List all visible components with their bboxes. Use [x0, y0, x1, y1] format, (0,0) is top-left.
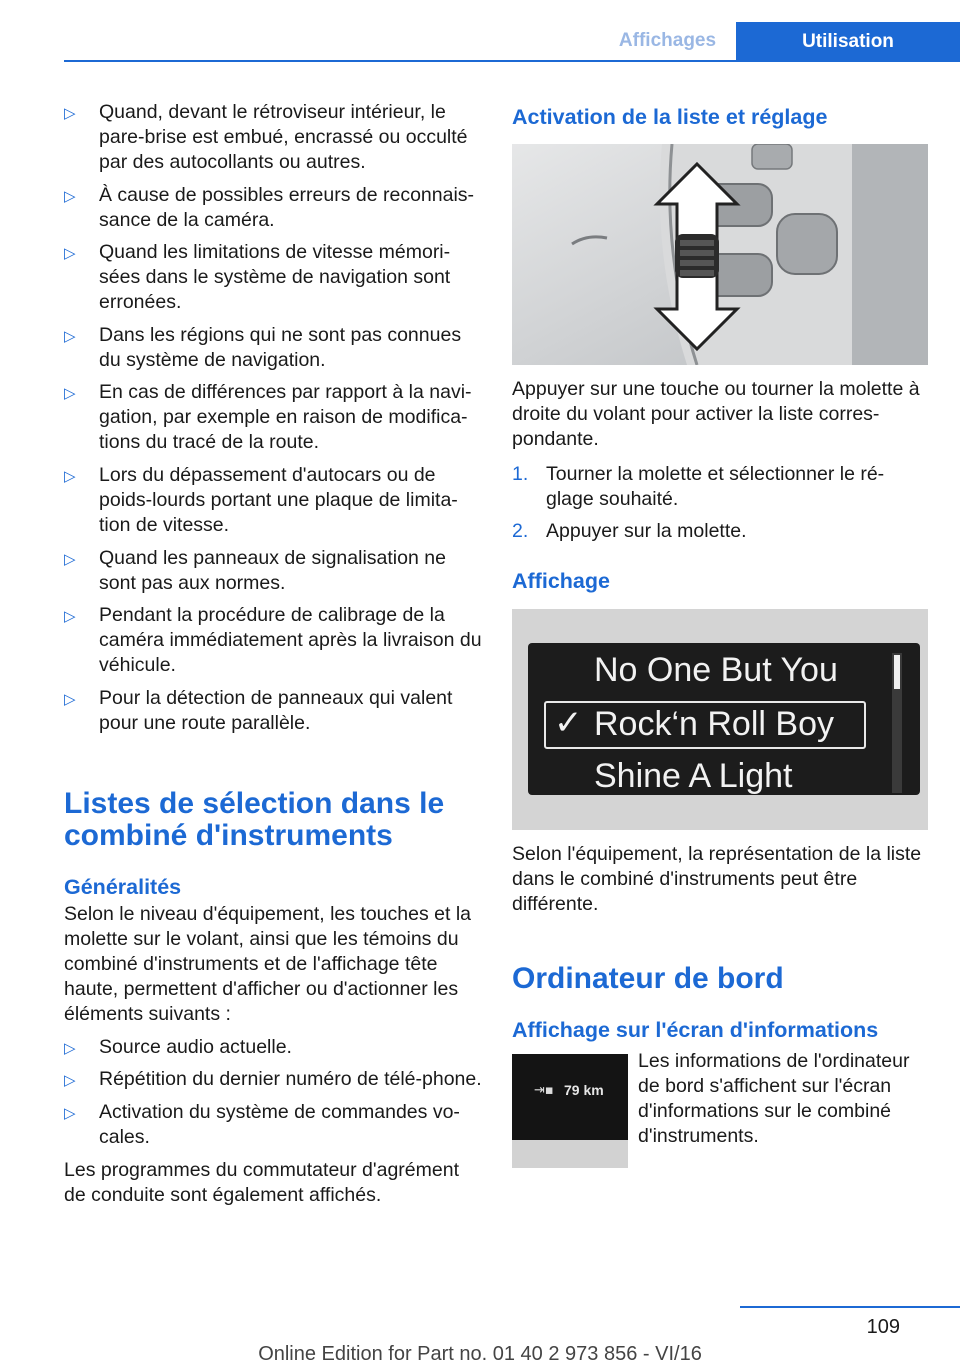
- info-screen-block: [512, 1049, 928, 1169]
- triangle-bullet-icon: ▷: [64, 467, 76, 485]
- triangle-bullet-icon: ▷: [64, 1039, 76, 1057]
- list-item: 1. Tourner la molette et sélectionner le ré-glage souhaité.: [512, 463, 885, 510]
- info-screen-heading: Affichage sur l'écran d'informations: [512, 1018, 879, 1042]
- list-item: ▷ Répétition du dernier numéro de télé-phone.: [64, 1067, 482, 1092]
- list-item: ▷ Quand, devant le rétroviseur intérieur, le pare-brise est embué, encrassé ou occulté par des autocollants ou autres.: [64, 101, 468, 173]
- triangle-bullet-icon: ▷: [64, 1072, 76, 1090]
- list-item: ▷ Dans les régions qui ne sont pas connues du système de navigation.: [64, 323, 462, 371]
- steering-wheel-illustration: [512, 144, 928, 365]
- display-list-image: [512, 609, 928, 830]
- list-item: ▷ Lors du dépassement d'autocars ou de poids-lourds portant une plaque de limita-tion de vitesse.: [64, 463, 458, 536]
- triangle-bullet-icon: ▷: [64, 385, 76, 403]
- check-icon: ✓: [554, 704, 583, 742]
- list-item: ▷ En cas de différences par rapport à la navi-gation, par exemple en raison de modifica-tions du tracé de la route.: [64, 381, 472, 454]
- triangle-bullet-icon: ▷: [64, 245, 76, 263]
- header-section: Affichages: [618, 30, 717, 51]
- header-rule: [64, 60, 960, 62]
- triangle-bullet-icon: ▷: [64, 187, 76, 205]
- triangle-bullet-icon: ▷: [64, 550, 76, 568]
- intro-paragraph: Selon le niveau d'équipement, les touches et la molette sur le volant, ainsi que les témoins du combiné d'instruments et de l'affichage tête haute, permettent d'afficher ou d'actionner les éléments suivants :: [64, 902, 471, 1025]
- display-list-item-selected: Rock‘n Roll Boy: [594, 705, 834, 743]
- activation-heading: Activation de la liste et réglage: [512, 105, 828, 129]
- subsection-heading: Généralités: [64, 874, 182, 899]
- triangle-bullet-icon: ▷: [64, 105, 76, 122]
- info-screen-paragraph: Les informations de l'ordinateur de bord s'affichent sur l'écran d'informations sur le combiné d'instruments.: [638, 1050, 910, 1147]
- display-list-item: Shine A Light: [594, 757, 793, 795]
- triangle-bullet-icon: ▷: [64, 327, 76, 345]
- list-item: ▷ Pendant la procédure de calibrage de la caméra immédiatement après la livraison du véhicule.: [64, 604, 482, 677]
- steps-list: [512, 462, 928, 544]
- display-heading: Affichage: [512, 569, 610, 593]
- range-readout: 79 km: [564, 1082, 604, 1098]
- elements-list: [64, 1035, 482, 1150]
- list-item: ▷ À cause de possibles erreurs de reconnais-sance de la caméra.: [64, 183, 475, 231]
- info-screen-image: [512, 1054, 628, 1168]
- list-item: ▷ Activation du système de commandes vo-cales.: [64, 1100, 460, 1148]
- display-paragraph: Selon l'équipement, la représentation de la liste dans le combiné d'instruments peut être différente.: [512, 843, 922, 915]
- list-item: ▷ Source audio actuelle.: [64, 1035, 482, 1060]
- header-tab[interactable]: Utilisation: [736, 22, 960, 62]
- list-item: ▷ Quand les panneaux de signalisation ne sont pas aux normes.: [64, 546, 446, 594]
- edition-footer: Online Edition for Part no. 01 40 2 973 856 - VI/16: [258, 1343, 702, 1365]
- steering-wheel-image: [512, 144, 928, 365]
- right-column: [512, 100, 928, 1169]
- activation-paragraph: Appuyer sur une touche ou tourner la molette à droite du volant pour activer la liste corres-pondante.: [512, 378, 920, 450]
- onboard-computer-heading: Ordinateur de bord: [512, 962, 784, 995]
- triangle-bullet-icon: ▷: [64, 608, 76, 626]
- outro-paragraph: Les programmes du commutateur d'agrément de conduite sont également affichés.: [64, 1158, 459, 1206]
- left-column: [64, 100, 482, 1208]
- scrollbar-thumb: [894, 655, 900, 689]
- list-item: 2. Appuyer sur la molette.: [512, 520, 747, 542]
- list-item: ▷ Pour la détection de panneaux qui valent pour une route parallèle.: [64, 686, 453, 734]
- section-heading: Listes de sélection dans le combiné d'instruments: [64, 786, 445, 852]
- limitations-list: [64, 100, 482, 736]
- display-list-item: No One But You: [594, 651, 838, 689]
- list-item: ▷ Quand les limitations de vitesse mémori-sées dans le système de navigation sont erronées.: [64, 241, 451, 314]
- triangle-bullet-icon: ▷: [64, 690, 76, 708]
- footer-rule: [740, 1306, 960, 1308]
- range-icon: ⇥▪: [534, 1083, 554, 1098]
- triangle-bullet-icon: ▷: [64, 1104, 76, 1122]
- page-number: 109: [866, 1316, 900, 1338]
